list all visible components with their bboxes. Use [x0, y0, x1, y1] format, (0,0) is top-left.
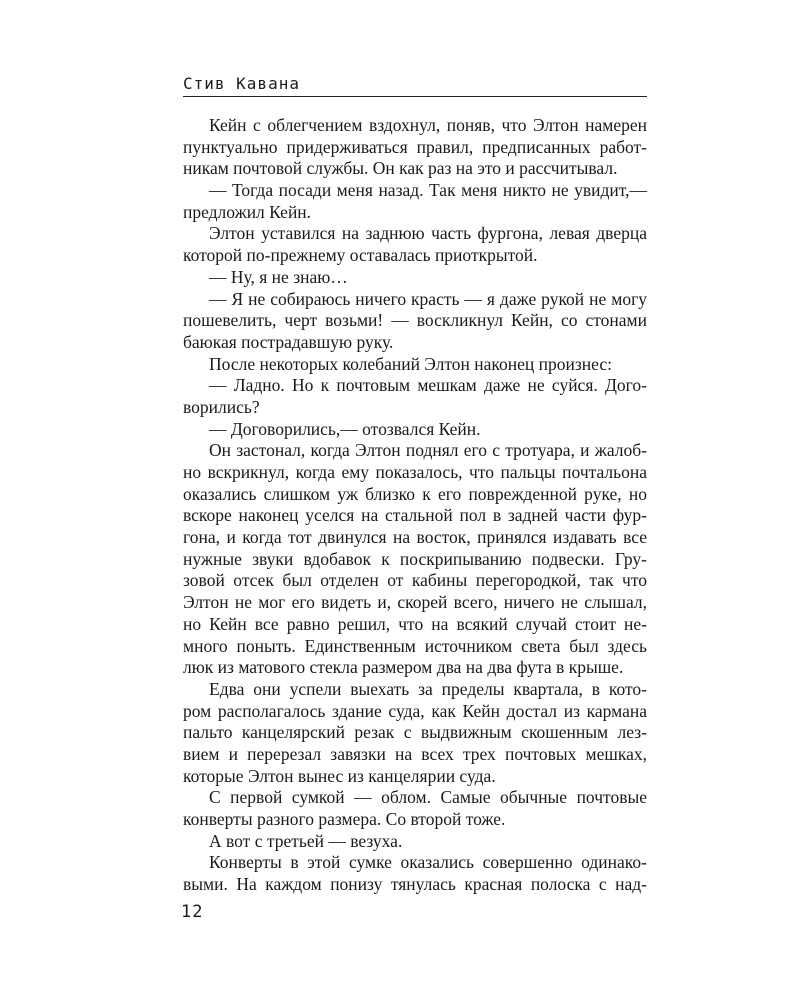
- text-line: — Договорились,— отозвался Кейн.: [209, 418, 481, 439]
- text-line: баюкая пострадавшую руку.: [183, 331, 394, 352]
- text-line: После некоторых колебаний Элтон наконец произнес:: [209, 353, 612, 374]
- text-line: гона, и когда тот двинулся на восток, принялся издавать все: [183, 527, 647, 548]
- page-number: 12: [181, 902, 204, 922]
- text-line: пальто канцелярский резак с выдвижным скошенным лез-: [183, 722, 647, 743]
- text-line: зовой отсек был отделен от кабины перегородкой, так что: [183, 570, 647, 591]
- running-head-title: Стив Кавана: [183, 74, 300, 93]
- text-line: С первой сумкой — облом. Самые обычные почтовые: [209, 787, 647, 808]
- text-line: А вот с третьей — везуха.: [209, 830, 403, 851]
- text-line: Он застонал, когда Элтон поднял его с тротуара, и жалоб-: [209, 440, 647, 461]
- text-line: вием и перерезал завязки на всех трех почтовых мешках,: [183, 743, 647, 764]
- text-line: конверты разного размера. Со второй тоже.: [183, 809, 506, 829]
- text-line: которые Элтон вынес из канцелярии суда.: [183, 765, 496, 786]
- text-line: ром располагалось здание суда, как Кейн достал из кармана: [183, 700, 647, 721]
- header-rule: [183, 96, 647, 97]
- text-line: люк из матового стекла размером два на два фута в крыше.: [183, 657, 624, 678]
- text-line: много поныть. Единственным источником света был здесь: [183, 635, 647, 656]
- text-line: Едва они успели выехать за пределы квартала, в кото-: [209, 678, 647, 699]
- text-line: Элтон уставился на заднюю часть фургона, левая дверца: [209, 223, 647, 244]
- text-line: — Ладно. Но к почтовым мешкам даже не суйся. Дого-: [209, 375, 647, 396]
- text-line: Кейн с облегчением вздохнул, поняв, что Элтон намерен: [209, 115, 647, 135]
- text-line: ворились?: [183, 396, 260, 417]
- text-line: но Кейн все равно решил, что на всякий случай стоит не-: [183, 613, 647, 634]
- text-line: которой по-прежнему оставалась приоткрытой.: [183, 245, 538, 266]
- text-line: никам почтовой службы. Он как раз на это и рассчитывал.: [183, 158, 618, 179]
- text-line: оказались слишком уж близко к его поврежденной руке, но: [183, 483, 647, 504]
- text-line: — Ну, я не знаю…: [209, 266, 348, 287]
- text-line: пошевелить, черт возьми! — воскликнул Кейн, со стонами: [183, 310, 647, 331]
- text-line: пунктуально придерживаться правил, предписанных работ-: [183, 136, 647, 157]
- text-line: — Тогда посади меня назад. Так меня никто не увидит,—: [209, 180, 647, 201]
- text-line: вскоре наконец уселся на стальной пол в задней части фур-: [183, 505, 647, 526]
- text-line: выми. На каждом понизу тянулась красная полоска с над-: [183, 874, 647, 895]
- text-line: Элтон не мог его видеть и, скорей всего, ничего не слышал,: [183, 592, 647, 613]
- text-line: но вскрикнул, когда ему показалось, что пальцы почтальона: [183, 462, 647, 482]
- text-line: — Я не собираюсь ничего красть — я даже рукой не могу: [209, 288, 647, 309]
- text-line: предложил Кейн.: [183, 201, 312, 222]
- text-line: Конверты в этой сумке оказались совершенно одинако-: [209, 852, 647, 873]
- body-text: [183, 115, 647, 896]
- text-line: нужные звуки вдобавок к поскрипыванию подвески. Гру-: [183, 548, 647, 569]
